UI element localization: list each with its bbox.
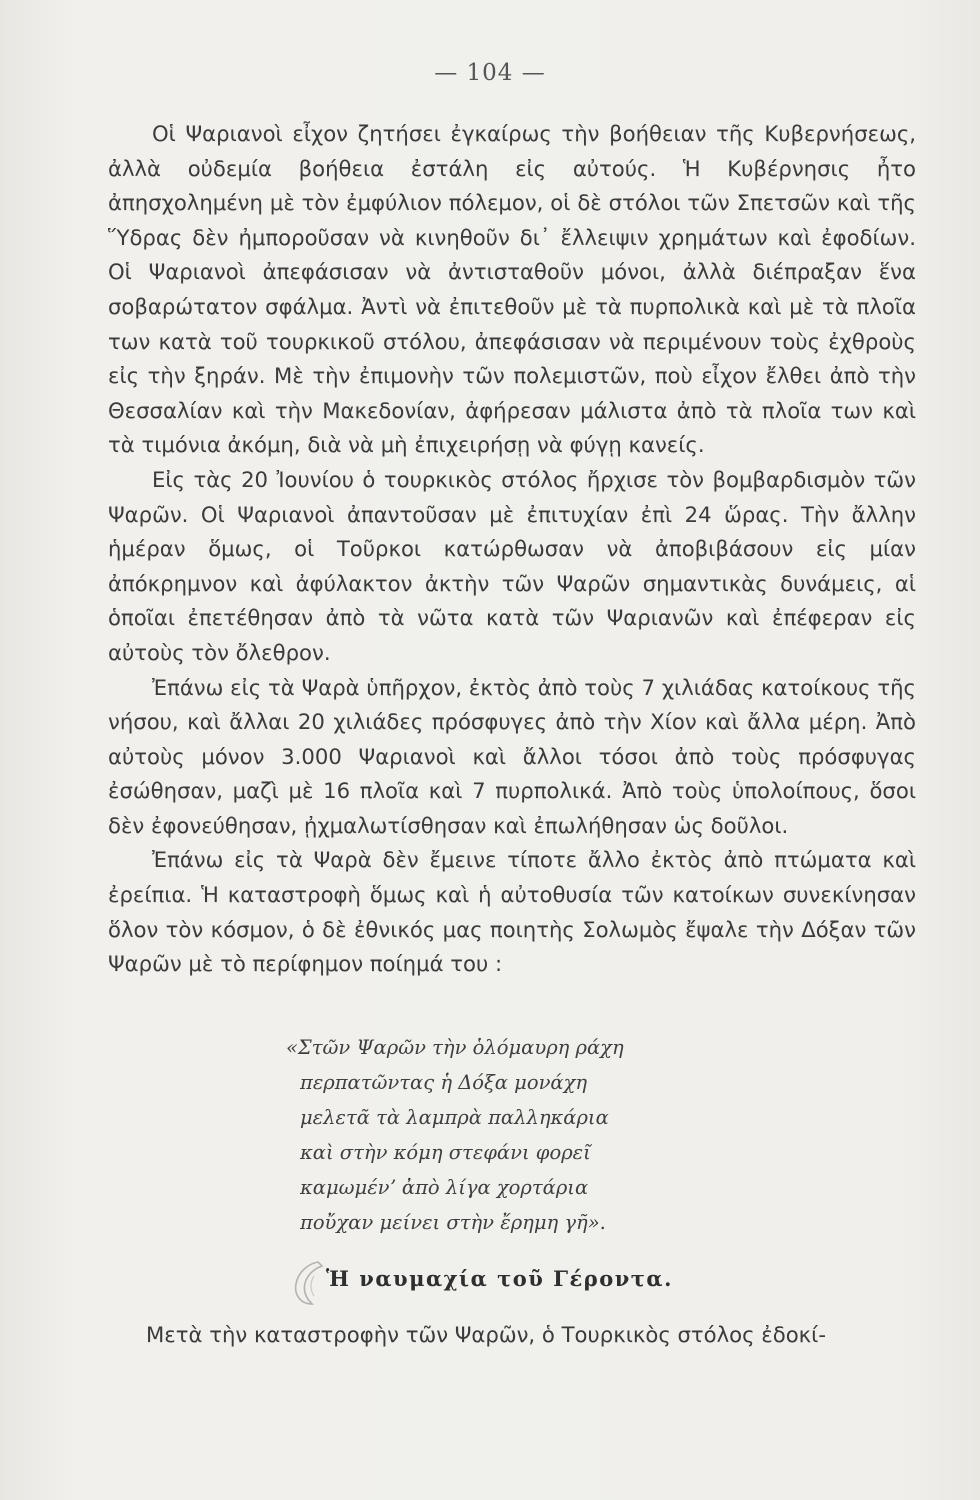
poem-quote (286, 1030, 806, 1240)
paragraph: Οἱ Ψαριανοὶ εἶχον ζητήσει ἐγκαίρως τὴν βοήθειαν τῆς Κυβερνήσεως, ἀλλὰ οὐδεμία βοήθεια ἐστάλη εἰς αὐτούς. Ἡ Κυβέρνησις ἦτο ἀπησχολημένη μὲ τὸν ἐμφύλιον πόλεμον, οἱ δὲ στόλοι τῶν Σπετσῶν καὶ τῆς Ὕδρας δὲν ἠμποροῦσαν νὰ κινηθοῦν δι᾽ ἔλλειψιν χρημάτων καὶ ἐφοδίων. Οἱ Ψαριανοὶ ἀπεφάσισαν νὰ ἀντισταθοῦν μόνοι, ἀλλὰ διέπραξαν ἕνα σοβαρώτατον σφάλμα. Ἀντὶ νὰ ἐπιτεθοῦν μὲ τὰ πυρπολικὰ καὶ μὲ τὰ πλοῖα των κατὰ τοῦ τουρκικοῦ στόλου, ἀπεφάσισαν νὰ περιμένουν τοὺς ἐχθροὺς εἰς τὴν ξηράν. Μὲ τὴν ἐπιμονὴν τῶν πολεμιστῶν, ποὺ εἶχον ἔλθει ἀπὸ τὴν Θεσσαλίαν καὶ τὴν Μακεδονίαν, ἀφήρεσαν μάλιστα ἀπὸ τὰ πλοῖα των καὶ τὰ τιμόνια ἀκόμη, διὰ νὰ μὴ ἐπιχειρήσῃ νὰ φύγῃ κανείς. (108, 121, 916, 458)
poem-line: καὶ στὴν κόμη στεφάνι φορεῖ (300, 1141, 591, 1164)
page-number: — 104 — (434, 60, 546, 86)
poem-line: μελετᾶ τὰ λαμπρὰ παλληκάρια (300, 1106, 609, 1129)
main-text (108, 117, 916, 982)
next-section-first-line: Μετὰ τὴν καταστροφὴν τῶν Ψαρῶν, ὁ Τουρκικὸς στόλος ἐδοκί- (146, 1322, 826, 1347)
poem-line: καμωμένʼ ἀπὸ λίγα χορτάρια (300, 1176, 589, 1199)
paragraph: Ἐπάνω εἰς τὰ Ψαρὰ δὲν ἔμεινε τίποτε ἄλλο ἐκτὸς ἀπὸ πτώματα καὶ ἐρείπια. Ἡ καταστροφὴ ὅμως καὶ ἡ αὐτοθυσία τῶν κατοίκων συνεκίνησαν ὅλον τὸν κόσμον, ὁ δὲ ἐθνικός μας ποιητὴς Σολωμὸς ἔψαλε τὴν Δόξαν τῶν Ψαρῶν μὲ τὸ περίφημον ποίημά του : (108, 847, 916, 977)
poem-line: ποὔχαν μείνει στὴν ἔρημη γῆ». (300, 1211, 606, 1234)
poem-line: περπατῶντας ἡ Δόξα μονάχη (300, 1071, 588, 1094)
poem-line: «Στῶν Ψαρῶν τὴν ὁλόμαυρη ράχη (286, 1036, 624, 1059)
paragraph: Εἰς τὰς 20 Ἰουνίου ὁ τουρκικὸς στόλος ἤρχισε τὸν βομβαρδισμὸν τῶν Ψαρῶν. Οἱ Ψαριανοὶ ἀπαντοῦσαν μὲ ἐπιτυχίαν ἐπὶ 24 ὥρας. Τὴν ἄλλην ἡμέραν ὅμως, οἱ Τοῦρκοι κατώρθωσαν νὰ ἀποβιβάσουν εἰς μίαν ἀπόκρημνον καὶ ἀφύλακτον ἀκτὴν τῶν Ψαρῶν σημαντικὰς δυνάμεις, αἱ ὁποῖαι ἐπετέθησαν ἀπὸ τὰ νῶτα κατὰ τῶν Ψαριανῶν καὶ ἐπέφεραν εἰς αὐτοὺς τὸν ὄλεθρον. (108, 466, 916, 665)
paragraph: Ἐπάνω εἰς τὰ Ψαρὰ ὑπῆρχον, ἐκτὸς ἀπὸ τοὺς 7 χιλιάδας κατοίκους τῆς νήσου, καὶ ἄλλαι 20 χιλιάδες πρόσφυγες ἀπὸ τὴν Χίον καὶ ἄλλα μέρη. Ἀπὸ αὐτοὺς μόνον 3.000 Ψαριανοὶ καὶ ἄλλοι τόσοι ἀπὸ τοὺς πρόσφυγας ἐσώθησαν, μαζὶ μὲ 16 πλοῖα καὶ 7 πυρπολικά. Ἀπὸ τοὺς ὑπολοίπους, ὅσοι δὲν ἐφονεύθησαν, ᾐχμαλωτίσθησαν καὶ ἐπωλήθησαν ὡς δοῦλοι. (108, 674, 916, 838)
section-heading: Ἡ ναυμαχία τοῦ Γέροντα. (326, 1266, 673, 1291)
